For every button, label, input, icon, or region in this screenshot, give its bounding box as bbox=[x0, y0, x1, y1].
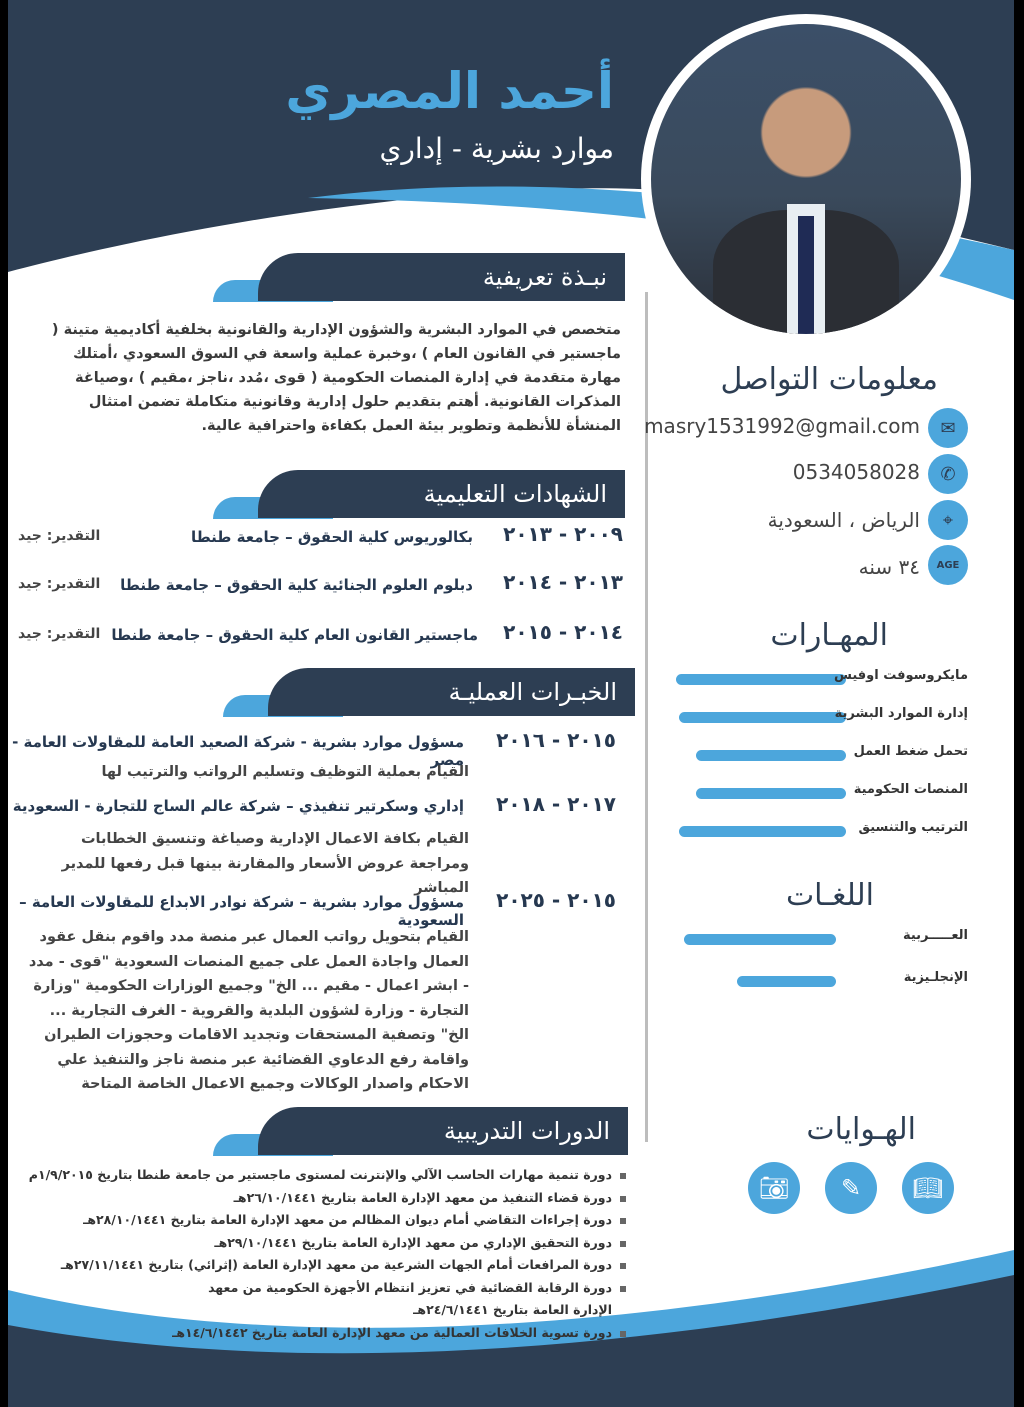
section-title-languages: اللغـات bbox=[785, 878, 874, 913]
education-list bbox=[18, 522, 623, 671]
candidate-role: موارد بشرية - إداري bbox=[379, 132, 614, 165]
location-pin-icon: ⌖ bbox=[928, 500, 968, 540]
language-label: الإنجلـيزية bbox=[903, 970, 968, 985]
language-label: العـــــربية bbox=[902, 928, 968, 943]
education-item bbox=[18, 522, 623, 573]
course-item: دورة الرقابة القضائية في تعزيز انتظام الأجهزة الحكومية من معهد الإدارة العامة بتاريخ ٢٤/٦/١٤٤١هـ bbox=[18, 1277, 628, 1322]
skill-item bbox=[668, 668, 968, 706]
education-item bbox=[18, 620, 623, 671]
courses-list bbox=[18, 1164, 628, 1344]
experience-years: ٢٠١٥ - ٢٠٢٥ bbox=[496, 888, 616, 912]
education-item bbox=[18, 570, 623, 623]
section-title-skills: المهـارات bbox=[770, 618, 888, 653]
experience-role: مسؤول موارد بشرية - شركة الصعيد العامة للمقاولات العامة - مصر bbox=[12, 733, 464, 769]
skill-label: إدارة الموارد البشرية bbox=[834, 706, 968, 721]
experience-desc: القيام بكافة الاعمال الإدارية وصياغة وتنسيق الخطابات ومراجعة عروض الأسعار والمقارنة بينها قبل رفعها للمدير المباشر bbox=[61, 831, 469, 896]
skill-level-bar bbox=[679, 712, 846, 723]
education-grade: التقدير: جيد bbox=[18, 528, 101, 544]
education-degree: ماجستير القانون العام كلية الحقوق – جامعة طنطا bbox=[111, 626, 478, 644]
course-item: دورة التحقيق الإداري من معهد الإدارة العامة بتاريخ ٢٩/١٠/١٤٤١هـ bbox=[18, 1232, 628, 1255]
education-grade: التقدير: جيد bbox=[18, 626, 101, 642]
education-grade: التقدير: جيد bbox=[18, 576, 101, 592]
contact-age: ٣٤ سنه bbox=[858, 555, 920, 579]
education-years: ٢٠١٤ - ٢٠١٥ bbox=[503, 620, 623, 644]
skill-label: الترتيب والتنسيق bbox=[858, 820, 968, 835]
profile-photo bbox=[641, 14, 971, 344]
section-title-profile: نبـذة تعريفية bbox=[258, 253, 625, 301]
pencil-icon: ✎ bbox=[825, 1162, 877, 1214]
experience-role: إداري وسكرتير تنفيذي – شركة عالم الساج للتجارة - السعودية bbox=[12, 797, 464, 815]
course-item: دورة تسوية الخلافات العمالية من معهد الإدارة العامة بتاريخ ١٤/٦/١٤٤٢هـ bbox=[18, 1322, 628, 1345]
skill-item bbox=[668, 820, 968, 858]
course-item: دورة قضاء التنفيذ من معهد الإدارة العامة بتاريخ ٢٦/١٠/١٤٤١هـ bbox=[18, 1187, 628, 1210]
skill-item bbox=[668, 744, 968, 782]
age-icon: AGE bbox=[928, 545, 968, 585]
skill-level-bar bbox=[679, 826, 846, 837]
education-degree: دبلوم العلوم الجنائية كلية الحقوق – جامعة طنطا bbox=[120, 576, 473, 594]
skill-level-bar bbox=[696, 788, 846, 799]
languages-list bbox=[668, 926, 968, 1010]
candidate-name: أحمد المصري bbox=[285, 62, 614, 120]
language-level-bar bbox=[684, 934, 836, 945]
skill-label: تحمل ضغط العمل bbox=[853, 744, 968, 759]
contact-phone: 0534058028 bbox=[792, 460, 920, 484]
experience-desc: القيام بعملية التوظيف وتسليم الرواتب والترتيب لها bbox=[101, 764, 469, 780]
language-item bbox=[668, 968, 968, 1010]
education-years: ٢٠٠٩ - ٢٠١٣ bbox=[503, 522, 623, 546]
skill-level-bar bbox=[696, 750, 846, 761]
education-degree: بكالوريوس كلية الحقوق – جامعة طنطا bbox=[190, 528, 473, 546]
section-title-courses: الدورات التدريبية bbox=[258, 1107, 628, 1155]
contact-location: الرياض ، السعودية bbox=[767, 508, 920, 532]
skill-label: مايكروسوفت اوفيس bbox=[833, 668, 968, 683]
language-item bbox=[668, 926, 968, 968]
language-level-bar bbox=[737, 976, 836, 987]
section-title-education: الشهادات التعليمية bbox=[258, 470, 625, 518]
course-item: دورة إجراءات التقاضي أمام ديوان المظالم من معهد الإدارة العامة بتاريخ ٢٨/١٠/١٤٤١هـ bbox=[18, 1209, 628, 1232]
section-title-experience: الخبـرات العمليـة bbox=[268, 668, 635, 716]
contact-email[interactable]: masry1531992@gmail.com bbox=[644, 414, 920, 438]
camera-icon: 📷︎ bbox=[748, 1162, 800, 1214]
skill-label: المنصات الحكومية bbox=[853, 782, 968, 797]
experience-role: مسؤول موارد بشرية – شركة نوادر الابداع للمقاولات العامة – السعودية bbox=[19, 893, 464, 929]
experience-years: ٢٠١٧ - ٢٠١٨ bbox=[496, 792, 616, 816]
skill-item bbox=[668, 706, 968, 744]
book-icon: 📖︎ bbox=[902, 1162, 954, 1214]
section-title-contact: معلومات التواصل bbox=[720, 362, 938, 397]
course-item: دورة المرافعات أمام الجهات الشرعية من معهد الإدارة العامة (إثرائي) بتاريخ ٢٧/١١/١٤٤١هـ bbox=[18, 1254, 628, 1277]
section-title-hobbies: الهـوايات bbox=[806, 1112, 916, 1147]
experience-years: ٢٠١٥ - ٢٠١٦ bbox=[496, 728, 616, 752]
skill-level-bar bbox=[676, 674, 846, 685]
cv-page bbox=[8, 0, 1014, 1407]
course-item: دورة تنمية مهارات الحاسب الآلي والإنترنت لمستوى ماجستير من جامعة طنطا بتاريخ ١/٩/٢٠١٥م bbox=[18, 1164, 628, 1187]
experience-desc: القيام بتحويل رواتب العمال عبر منصة مدد واقوم بنقل عقود العمال واجادة العمل على جميع المنصات السعودية "قوى - مدد - ابشر اعمال - مقيم ... الخ" وجميع الوزارات الحكومية "وزارة التجارة - وزارة لشؤون البلدية والقروية - الغرف التجارية ... الخ" وتصفية المستحقات وتجديد الاقامات وحجوزات الطيران واقامة رفع الدعاوي القضائية عبر منصة ناجز والتنفيذ علي الاحكام واصدار الوكالات وجميع الاعمال الخاصة المتاحة bbox=[28, 929, 469, 1092]
profile-text: متخصص في الموارد البشرية والشؤون الإدارية والقانونية بخلفية أكاديمية متينة ( ماجستير في القانون العام ) ،وخبرة عملية واسعة في السوق السعودي ،أمتلك مهارة متقدمة في إدارة المنصات الحكومية ( قوى ،مُدد ،ناجز ،مقيم ) ،وصياغة المذكرات القانونية. أهتم بتقديم حلول إدارية وقانونية متكاملة تضمن امتثال المنشأة للأنظمة وتطوير بيئة العمل بكفاءة واحترافية عالية. bbox=[51, 322, 621, 434]
email-icon: ✉ bbox=[928, 408, 968, 448]
education-years: ٢٠١٣ - ٢٠١٤ bbox=[503, 570, 623, 594]
phone-icon: ✆ bbox=[928, 454, 968, 494]
skill-item bbox=[668, 782, 968, 820]
skills-list bbox=[668, 668, 968, 858]
